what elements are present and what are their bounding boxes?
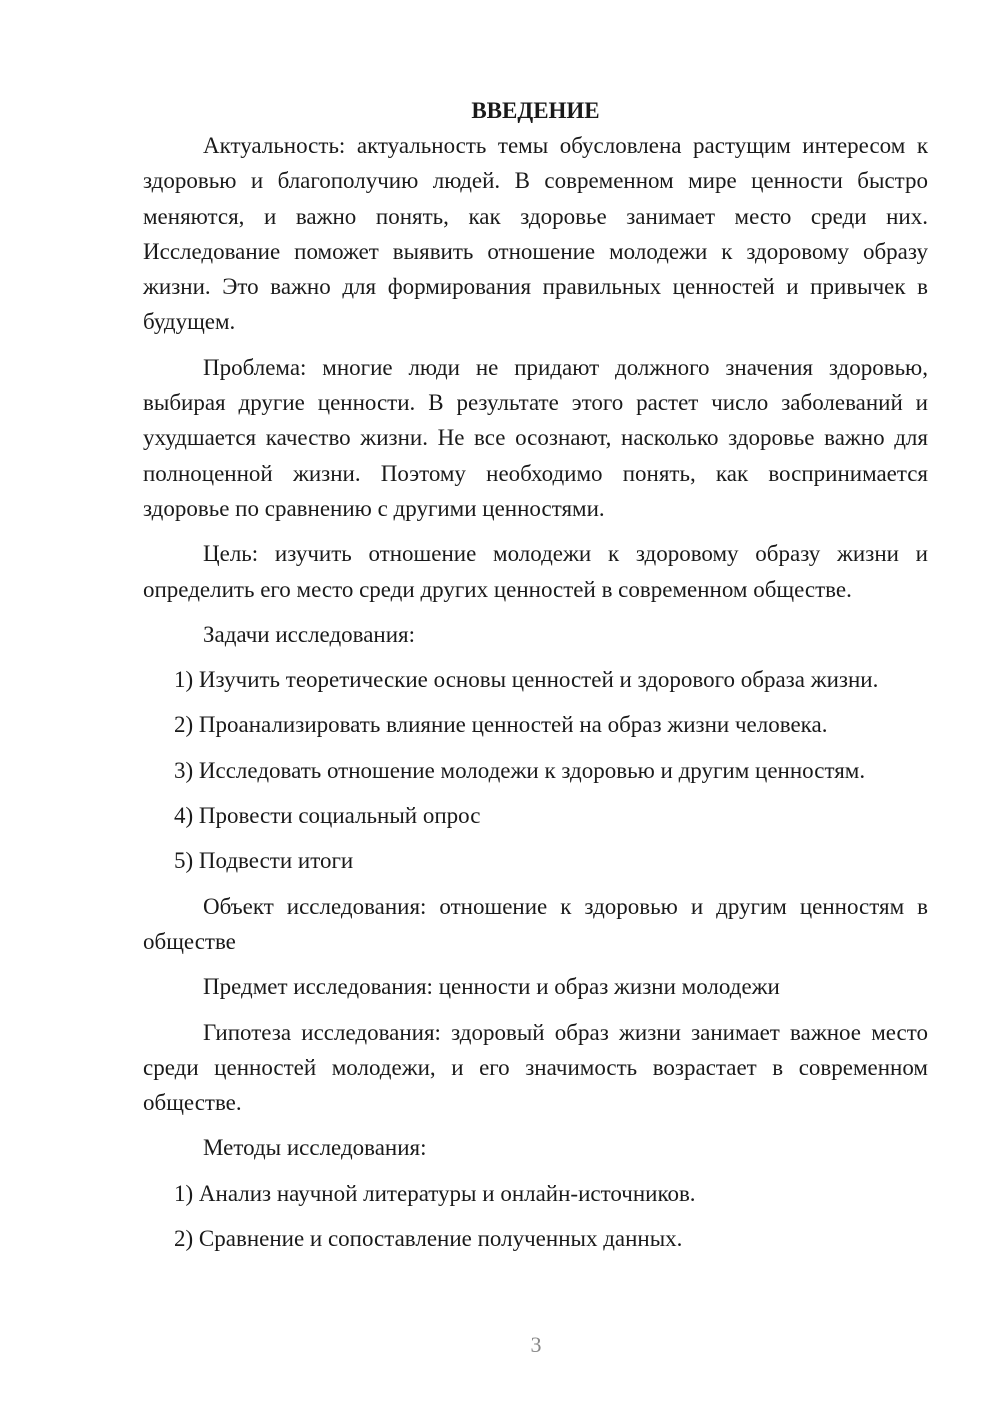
goal-paragraph: Цель: изучить отношение молодежи к здоровому образу жизни и определить его место среди других ценностей в современном обществе.: [143, 541, 928, 602]
method-item: 1) Анализ научной литературы и онлайн-источников.: [174, 1180, 696, 1206]
subject-paragraph: Предмет исследования: ценности и образ жизни молодежи: [203, 974, 780, 1000]
task-item: 2) Проанализировать влияние ценностей на образ жизни человека.: [174, 712, 828, 738]
section-title: ВВЕДЕНИЕ: [471, 98, 600, 123]
document-body: [143, 93, 928, 1256]
hypothesis-paragraph: Гипотеза исследования: здоровый образ жизни занимает важное место среди ценностей молодежи, и его значимость возрастает в современном обществе.: [143, 1019, 928, 1116]
problem-paragraph: Проблема: многие люди не придают должного значения здоровью, выбирая другие ценности. В результате этого растет число заболеваний и ухудшается качество жизни. Не все осознают, насколько здоровье важно для полноценной жизни. Поэтому необходимо понять, как воспринимается здоровье по сравнению с другими ценностями.: [143, 354, 928, 521]
task-item: 5) Подвести итоги: [174, 848, 354, 874]
task-item: 4) Провести социальный опрос: [174, 803, 481, 829]
task-item: 1) Изучить теоретические основы ценностей и здорового образа жизни.: [174, 667, 879, 693]
object-paragraph: Объект исследования: отношение к здоровью и другим ценностям в обществе: [143, 893, 928, 954]
method-item: 2) Сравнение и сопоставление полученных данных.: [174, 1226, 683, 1252]
methods-heading: Методы исследования:: [203, 1135, 427, 1161]
tasks-heading: Задачи исследования:: [203, 621, 416, 647]
relevance-paragraph: Актуальность: актуальность темы обусловлена растущим интересом к здоровью и благополучию людей. В современном мире ценности быстро меняются, и важно понять, как здоровье занимает место среди них. Исследование поможет выявить отношение молодежи к здоровому образу жизни. Это важно для формирования правильных ценностей и привычек в будущем.: [143, 133, 928, 335]
page-number: 3: [530, 1332, 542, 1357]
task-item: 3) Исследовать отношение молодежи к здоровью и другим ценностям.: [174, 757, 866, 783]
